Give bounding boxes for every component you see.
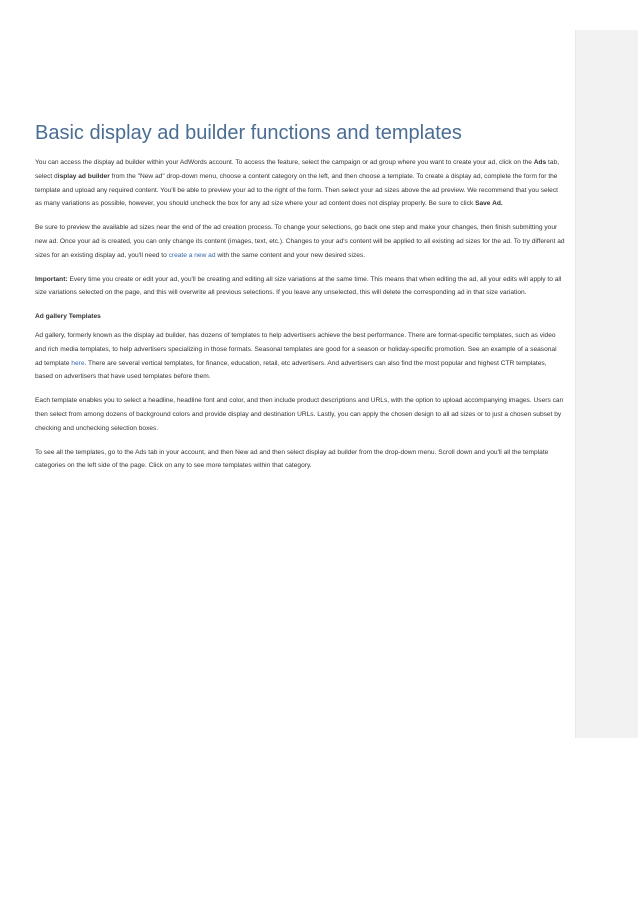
bold-display-ad-builder: isplay ad builder	[57, 172, 110, 180]
paragraph-important	[35, 273, 565, 301]
comments-sidebar	[575, 30, 638, 738]
text-run: . There are several vertical templates, for finance, education, retail, etc advertisers. And advertisers can also find the most popular and highest CTR templates, based on advertisers that have used templates before them.	[35, 359, 547, 381]
paragraph-preview-sizes	[35, 221, 565, 262]
text-run: Every time you create or edit your ad, you'll be creating and editing all size variations at the same time. This means that when editing the ad, all your edits will apply to all size variations selected on the page, and this will overwrite all previous selections. If you leave any unselected, this will delete the corresponding ad in that size variation.	[35, 275, 562, 297]
text-run: tab, select d	[35, 159, 560, 180]
paragraph-see-templates: To see all the templates, go to the Ads tab in your account, and then New ad and then select display ad builder from the drop-down menu. Scroll down and you'll all the template categories on the left side of the page. Click on any to see more templates within that category.	[35, 448, 549, 470]
text-run: You can access the display ad builder within your AdWords account. To access the feature, select the campaign or ad group where you want to create your ad, click on the	[35, 159, 534, 166]
paragraph-ad-gallery	[35, 329, 565, 384]
paragraph-template-options: Each template enables you to select a headline, headline font and color, and then include product descriptions and URLs, with the option to upload accompanying images. Users can then select from among dozens of background colors and provide display and destination URLs. Lastly, you can apply the chosen design to all ad sizes or to just a chosen subset by checking and unchecking selection boxes.	[35, 397, 564, 432]
page-title: Basic display ad builder functions and templates	[35, 122, 462, 144]
bold-ads: Ads	[533, 159, 547, 166]
document-body	[35, 120, 565, 483]
text-run: Be sure to preview the available ad sizes near the end of the ad creation process. To change your selections, go back one step and make your changes, then finish submitting your new ad. Once your ad is created, you can only change its content (images, text, etc.). Changes to your ad's content will be applied to all existing ad sizes for the ad. To try different ad sizes for an existing display ad, you'll need to	[35, 224, 565, 259]
text-run: with the same content and your new desired sizes.	[215, 251, 366, 259]
bold-save-ad: Save Ad.	[475, 200, 503, 208]
create-new-ad-link[interactable]: create a new ad	[168, 251, 216, 259]
text-run: from the "New ad" drop-down menu, choose a content category on the left, and then choose a template. To create a display ad, complete the form for the template and upload any required content. You'll be able to preview your ad to the right of the form. Then select your ad sizes above the ad preview. We recommend that you select as many variations as possible, however, you should uncheck the box for any ad size where your ad content does not display properly. Be sure to click	[35, 172, 558, 208]
here-link[interactable]: here	[71, 359, 85, 367]
paragraph-access-builder	[35, 156, 565, 211]
section-heading-ad-gallery: Ad gallery Templates	[35, 313, 101, 321]
text-run: Ad gallery, formerly known as the display ad builder, has dozens of templates to help advertisers achieve the best performance. There are format-specific templates, such as video and rich media templates, to help advertisers specializing in those formats. Seasonal templates are good for a season or holiday-specific promotion. See an example of a seasonal ad template	[35, 331, 557, 367]
bold-important: Important:	[35, 275, 68, 283]
